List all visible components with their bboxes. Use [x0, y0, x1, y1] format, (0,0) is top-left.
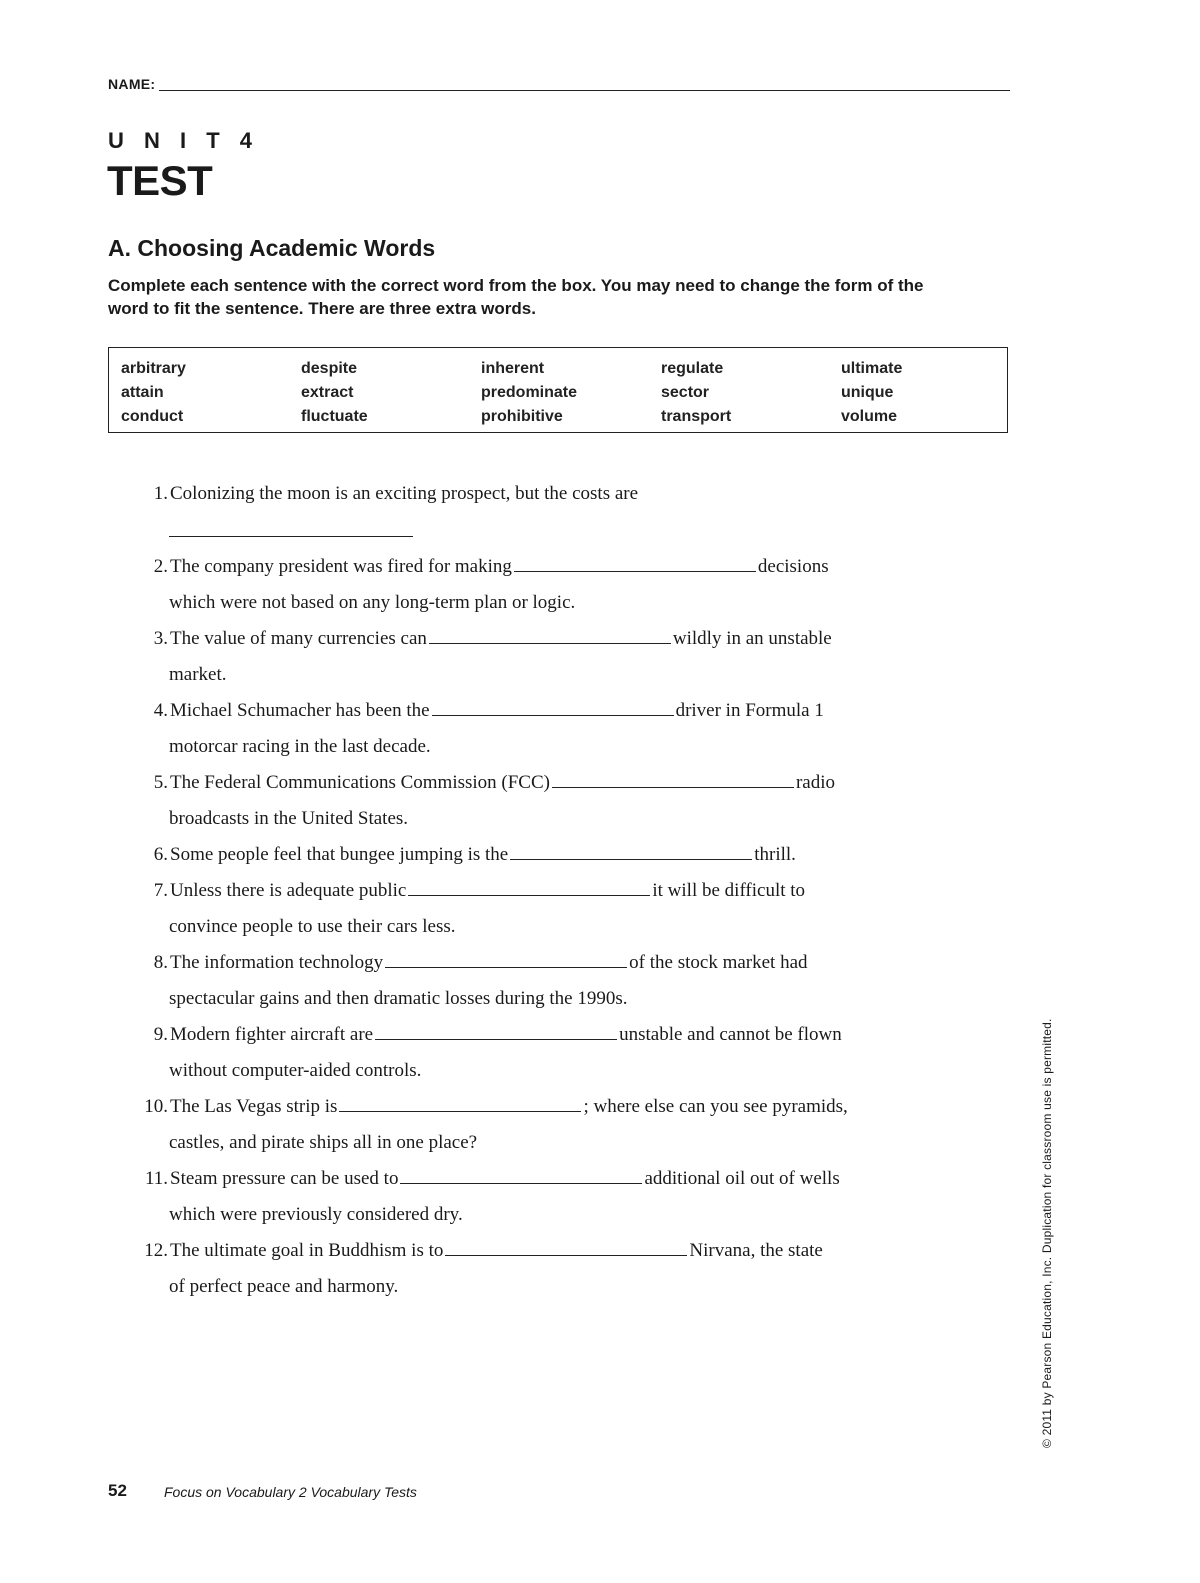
answer-blank[interactable] — [510, 841, 752, 860]
answer-blank[interactable] — [339, 1093, 581, 1112]
question-text-after: additional oil out of wells — [644, 1168, 840, 1189]
section-title: A. Choosing Academic Words — [108, 235, 436, 261]
word-box-item: extract — [301, 384, 354, 401]
word-box-item: conduct — [121, 408, 184, 425]
unit-label: U N I T 4 — [108, 128, 260, 153]
question-text-after: it will be difficult to — [652, 880, 806, 901]
answer-blank[interactable] — [445, 1237, 687, 1256]
question-number: 6. — [153, 844, 168, 865]
word-box-item: volume — [841, 408, 898, 425]
question-text-after: Nirvana, the state — [689, 1240, 823, 1261]
question-number: 2. — [153, 556, 168, 577]
question-text: The Las Vegas strip is — [170, 1096, 338, 1117]
question-list — [120, 476, 950, 1305]
question-continuation: which were previously considered dry. — [169, 1204, 463, 1225]
question-item — [120, 1089, 950, 1161]
answer-blank[interactable] — [552, 769, 794, 788]
question-text: Michael Schumacher has been the — [170, 700, 430, 721]
question-text: The Federal Communications Commission (FCC) — [170, 772, 550, 793]
question-text-after: of the stock market had — [629, 952, 808, 973]
name-underline[interactable] — [159, 76, 1010, 91]
answer-blank[interactable] — [432, 697, 674, 716]
question-number: 9. — [153, 1024, 168, 1045]
question-continuation: of perfect peace and harmony. — [169, 1276, 399, 1297]
question-number: 3. — [153, 628, 168, 649]
word-box-item: arbitrary — [121, 360, 186, 377]
question-number: 10. — [144, 1096, 168, 1117]
question-item — [120, 1017, 950, 1089]
question-continuation: spectacular gains and then dramatic losses during the 1990s. — [169, 988, 628, 1009]
page-number: 52 — [108, 1481, 127, 1500]
word-box-item: sector — [661, 384, 710, 401]
answer-blank[interactable] — [429, 625, 671, 644]
question-number: 1. — [153, 483, 168, 504]
question-item — [120, 945, 950, 1017]
book-title: Focus on Vocabulary 2 Vocabulary Tests — [164, 1484, 417, 1500]
copyright-notice: © 2011 by Pearson Education, Inc. Duplication for classroom use is permitted. — [1040, 1018, 1054, 1448]
word-box-item: attain — [121, 384, 164, 401]
question-item — [120, 873, 950, 945]
question-text: Colonizing the moon is an exciting prospect, but the costs are — [170, 483, 639, 504]
word-box-item: unique — [841, 384, 894, 401]
question-text-after: unstable and cannot be flown — [619, 1024, 842, 1045]
name-label: NAME: — [108, 76, 156, 92]
answer-blank[interactable] — [169, 512, 413, 537]
word-box-item: transport — [661, 408, 732, 425]
question-number: 7. — [153, 880, 168, 901]
question-continuation: without computer-aided controls. — [169, 1060, 422, 1081]
question-item — [120, 765, 950, 837]
question-item — [120, 549, 950, 621]
page-title: TEST — [107, 157, 213, 204]
question-continuation: broadcasts in the United States. — [169, 808, 409, 829]
word-box-item: regulate — [661, 360, 724, 377]
question-text-after: driver in Formula 1 — [675, 700, 824, 721]
question-number: 4. — [153, 700, 168, 721]
word-box — [108, 347, 1008, 433]
question-text: Some people feel that bungee jumping is the — [170, 844, 509, 865]
answer-blank[interactable] — [385, 949, 627, 968]
question-text-after: wildly in an unstable — [672, 628, 832, 649]
word-grid — [121, 357, 999, 429]
answer-blank[interactable] — [400, 1165, 642, 1184]
question-item — [120, 693, 950, 765]
question-item — [120, 1161, 950, 1233]
question-text: The value of many currencies can — [170, 628, 427, 649]
question-text-after: ; where else can you see pyramids, — [583, 1096, 848, 1117]
word-box-item: fluctuate — [301, 408, 368, 425]
question-text: The ultimate goal in Buddhism is to — [170, 1240, 444, 1261]
question-item — [120, 621, 950, 693]
question-text: Steam pressure can be used to — [170, 1168, 399, 1189]
word-box-item: inherent — [481, 360, 545, 377]
word-box-item: prohibitive — [481, 408, 563, 425]
question-number: 11. — [144, 1168, 168, 1189]
question-number: 8. — [153, 952, 168, 973]
question-text-after: thrill. — [754, 844, 796, 865]
question-continuation: market. — [169, 664, 227, 685]
instructions: Complete each sentence with the correct word from the box. You may need to change the form of the word to fit the sentence. There are three extra words. — [108, 276, 924, 318]
question-number: 5. — [153, 772, 168, 793]
question-item — [120, 1233, 950, 1305]
question-item — [120, 476, 950, 537]
question-text: Unless there is adequate public — [170, 880, 407, 901]
question-continuation: castles, and pirate ships all in one place? — [169, 1132, 478, 1153]
word-box-item: ultimate — [841, 360, 903, 377]
answer-blank[interactable] — [375, 1021, 617, 1040]
question-text-after: radio — [795, 772, 836, 793]
word-box-item: predominate — [481, 384, 578, 401]
question-text: The company president was fired for making — [170, 556, 512, 577]
answer-blank[interactable] — [514, 553, 756, 572]
question-text-after: decisions — [757, 556, 829, 577]
question-continuation: which were not based on any long-term plan or logic. — [169, 592, 576, 613]
question-text: The information technology — [170, 952, 384, 973]
question-number: 12. — [144, 1240, 168, 1261]
answer-blank[interactable] — [408, 877, 650, 896]
question-continuation: convince people to use their cars less. — [169, 916, 456, 937]
question-text: Modern fighter aircraft are — [170, 1024, 374, 1045]
name-field[interactable] — [108, 71, 1010, 91]
question-continuation: motorcar racing in the last decade. — [169, 736, 431, 757]
question-item — [120, 837, 950, 873]
word-box-item: despite — [301, 360, 358, 377]
